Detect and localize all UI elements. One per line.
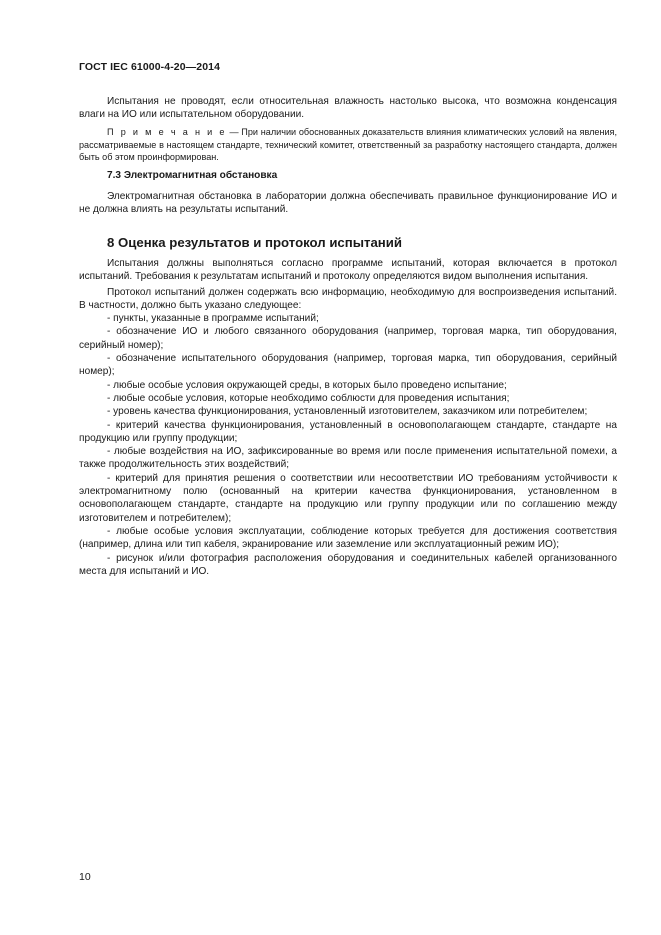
note-paragraph: [79, 126, 617, 164]
list-item: - любые особые условия окружающей среды, в которых было проведено испытание;: [107, 379, 507, 391]
page-number: 10: [79, 871, 91, 883]
section-8-paragraph-2: Протокол испытаний должен содержать всю информацию, необходимую для воспроизведения испытаний. В частности, должно быть указано следующее:: [79, 286, 617, 311]
section-8-paragraph-1: Испытания должны выполняться согласно программе испытаний, которая включается в протокол испытаний. Требования к результатам испытаний и протоколу определяются видом выполнения испытания.: [79, 258, 617, 283]
note-block: [79, 126, 617, 164]
section-7-3-paragraph: Электромагнитная обстановка в лаборатории должна обеспечивать правильное функционирование ИО и не должна влиять на результаты испытаний.: [79, 191, 617, 216]
list-item: - любые воздействия на ИО, зафиксированные во время или после применения испытательной помехи, а также продолжительность этих воздействий;: [79, 446, 617, 471]
section-8-heading: 8 Оценка результатов и протокол испытаний: [107, 235, 402, 250]
list-item: - критерий качества функционирования, установленный в основополагающем стандарте, стандарте на продукцию или группу продукции;: [79, 419, 617, 444]
list-item: - обозначение испытательного оборудования (например, торговая марка, тип оборудования, серийный номер);: [79, 353, 617, 378]
section-8-block: [79, 257, 617, 578]
list-item: - любые особые условия эксплуатации, соблюдение которых требуется для достижения соответствия (например, длина или тип кабеля, экранирование или заземление или эксплуатационный режим ИО);: [79, 525, 617, 551]
list-item: - пункты, указанные в программе испытаний;: [107, 313, 319, 325]
document-header: ГОСТ IEC 61000-4-20—2014: [79, 61, 221, 73]
intro-block: [79, 95, 617, 122]
intro-paragraph: Испытания не проводят, если относительная влажность настолько высока, что возможна конденсация влаги на ИО или испытательном оборудовании.: [79, 96, 617, 121]
list-item: - рисунок и/или фотография расположения оборудования и соединительных кабелей организованного места для испытаний и ИО.: [79, 552, 617, 577]
list-item: - любые особые условия, которые необходимо соблюсти для проведения испытания;: [107, 392, 510, 404]
list-item: - обозначение ИО и любого связанного оборудования (например, торговая марка, тип оборудования, серийный номер);: [79, 326, 617, 351]
list-item: - критерий для принятия решения о соответствии или несоответствии ИО требованиям устойчивости к электромагнитному полю (основанный на критерии качества функционирования, установленном в основополагающем стандарте, стандарте на продукцию или группу продукции или по соглашению между изготовителем и потребителем);: [79, 472, 617, 524]
section-7-3-block: [79, 190, 617, 217]
section-7-3-heading: 7.3 Электромагнитная обстановка: [107, 170, 278, 181]
list-item: - уровень качества функционирования, установленный изготовителем, заказчиком или потребителем;: [107, 406, 588, 418]
note-text: — При наличии обоснованных доказательств влияния климатических условий на явления, рассматриваемые в настоящем стандарте, технический комитет, ответственный за разработку настоящего стандарта, должен быть об этом проинформирован.: [79, 127, 618, 163]
note-label: П р и м е ч а н и е: [107, 127, 227, 137]
